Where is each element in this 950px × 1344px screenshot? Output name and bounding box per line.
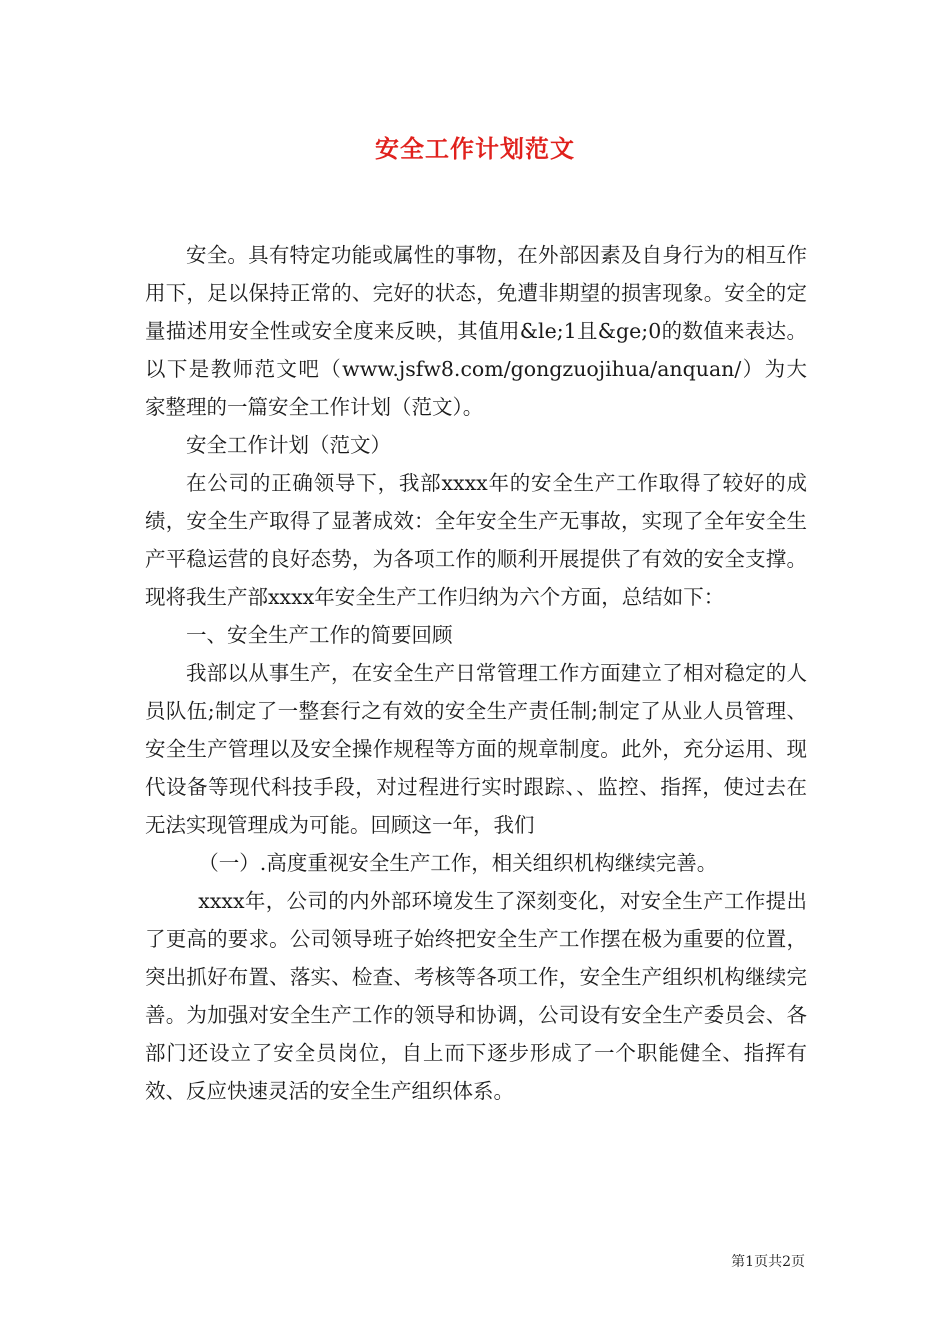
paragraph-organization: xxxx年，公司的内外部环境发生了深刻变化，对安全生产工作提出了更高的要求。公司领导班子始终把安全生产工作摆在极为重要的位置，突出抓好布置、落实、检查、考核等各项工作，安全生产组织机构继续完善。为加强对安全生产工作的领导和协调，公司设有安全生产委员会、各部门还设立了安全员岗位，自上而下逐步形成了一个职能健全、指挥有效、反应快速灵活的安全生产组织体系。 (145, 889, 807, 1103)
document-title: 安全工作计划范文 (375, 134, 575, 163)
page-indicator: 第1页共2页 (731, 1254, 805, 1270)
paragraph-intro: 安全。具有特定功能或属性的事物，在外部因素及自身行为的相互作用下，足以保持正常的、完好的状态，免遭非期望的损害现象。安全的定量描述用安全性或安全度来反映，其值用&le;1且&ge;0的数值来表达。以下是教师范文吧（www.jsfw8.com/gongzuojihua/anquan/）为大家整理的一篇安全工作计划（范文）。 (145, 243, 807, 419)
document-body (145, 236, 807, 1110)
subsection-heading-1: （一）.高度重视安全生产工作，相关组织机构继续完善。 (198, 851, 718, 875)
paragraph-summary: 在公司的正确领导下，我部xxxx年的安全生产工作取得了较好的成绩，安全生产取得了显著成效：全年安全生产无事故，实现了全年安全生产平稳运营的良好态势，为各项工作的顺利开展提供了有效的安全支撑。现将我生产部xxxx年安全生产工作归纳为六个方面，总结如下： (145, 471, 807, 609)
paragraph-review: 我部以从事生产，在安全生产日常管理工作方面建立了相对稳定的人员队伍;制定了一整套行之有效的安全生产责任制;制定了从业人员管理、安全生产管理以及安全操作规程等方面的规章制度。此外，充分运用、现代设备等现代科技手段，对过程进行实时跟踪、、监控、指挥，使过去在无法实现管理成为可能。回顾这一年，我们 (145, 661, 807, 837)
paragraph-subtitle: 安全工作计划（范文） (186, 433, 391, 457)
section-heading-review: 一、安全生产工作的简要回顾 (186, 623, 453, 647)
